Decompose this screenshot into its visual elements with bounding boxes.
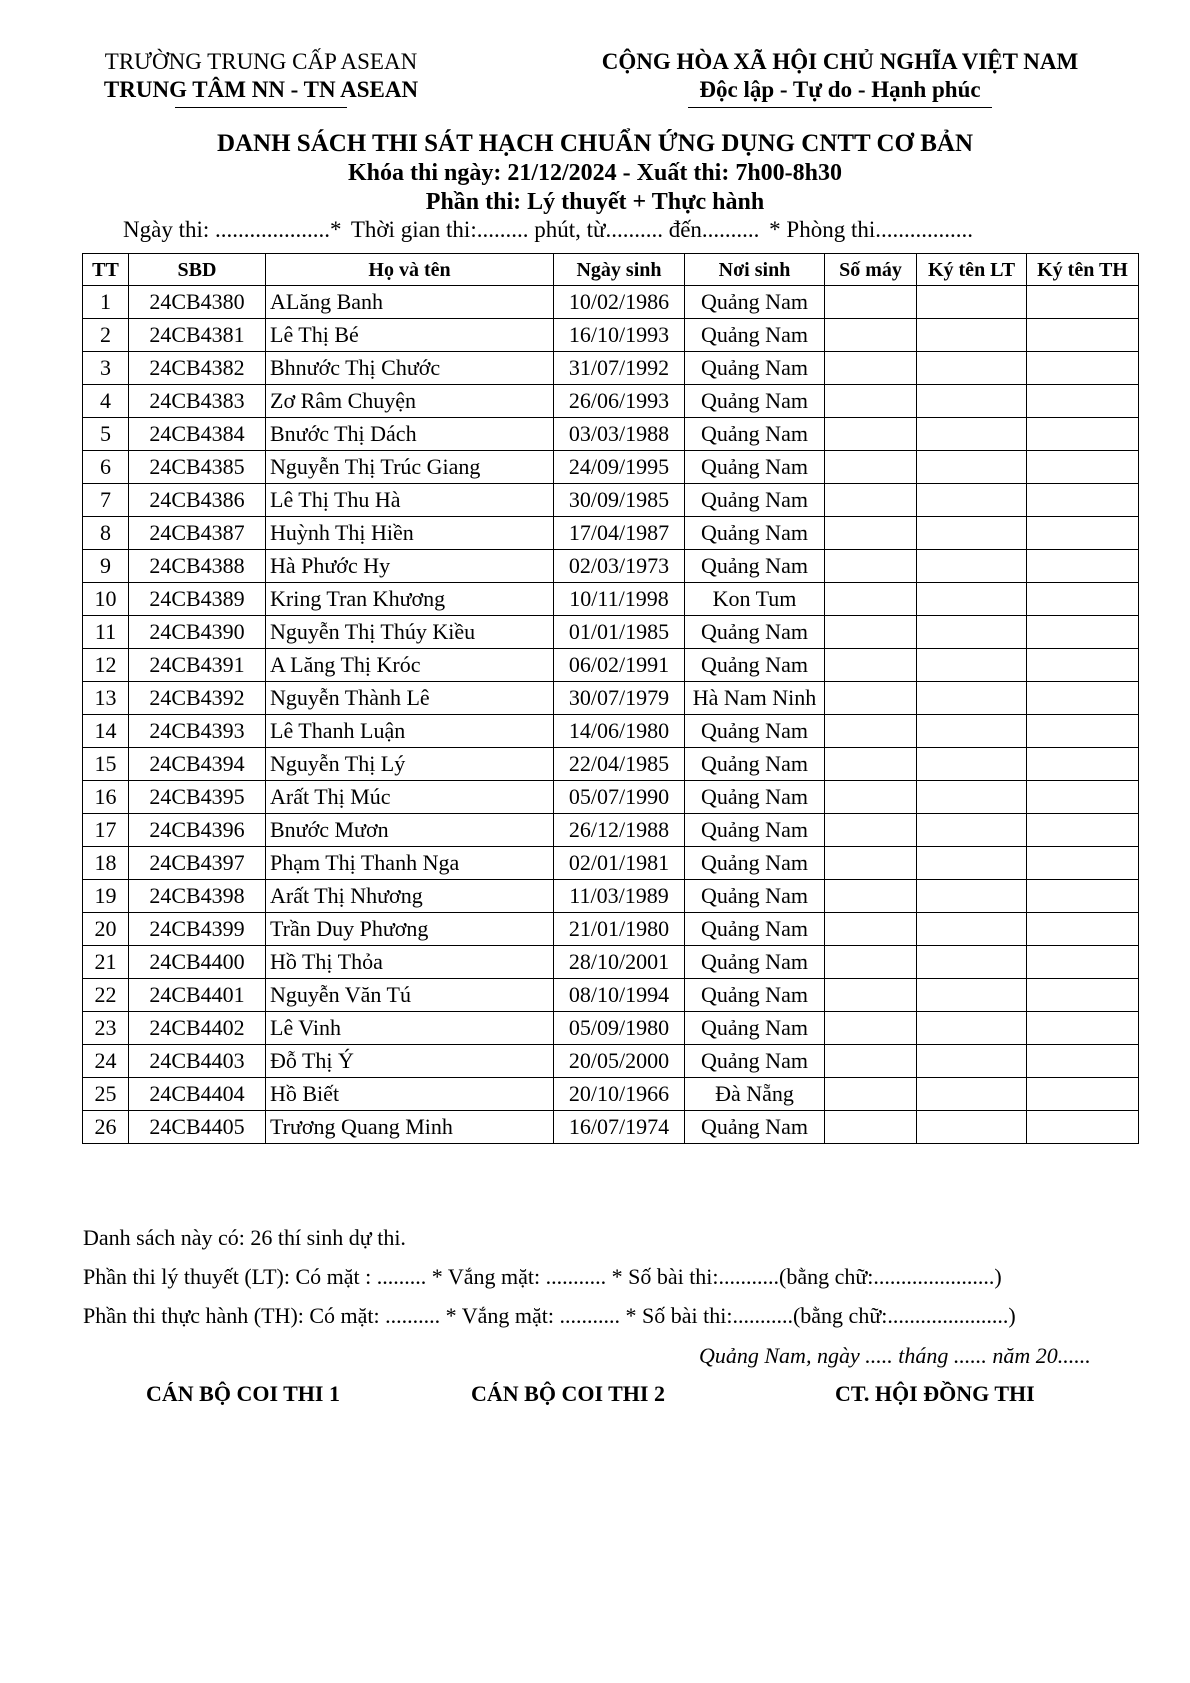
row-machine-cell (825, 847, 917, 880)
row-name: Lê Thị Thu Hà (266, 484, 554, 517)
school-underline (175, 107, 347, 108)
row-sbd: 24CB4402 (129, 1012, 266, 1045)
row-name: Kring Tran Khương (266, 583, 554, 616)
nation-header (570, 48, 1110, 108)
exam-part: Phần thi: Lý thuyết + Thực hành (425, 189, 765, 215)
row-sbd: 24CB4392 (129, 682, 266, 715)
row-tt: 6 (83, 451, 129, 484)
row-name: Lê Vinh (266, 1012, 554, 1045)
exam-info-line (123, 217, 977, 243)
row-pob: Quảng Nam (685, 715, 825, 748)
row-dob: 17/04/1987 (554, 517, 685, 550)
row-machine-cell (825, 814, 917, 847)
row-pob: Quảng Nam (685, 946, 825, 979)
row-tt: 4 (83, 385, 129, 418)
row-tt: 21 (83, 946, 129, 979)
row-sign-th-cell (1027, 913, 1139, 946)
table-row (83, 781, 1139, 814)
row-dob: 26/12/1988 (554, 814, 685, 847)
row-pob: Quảng Nam (685, 1045, 825, 1078)
exam-room-field: * Phòng thi................. (769, 217, 973, 242)
table-row (83, 1045, 1139, 1078)
candidate-table (82, 253, 1139, 1144)
row-tt: 14 (83, 715, 129, 748)
row-sign-lt-cell (917, 517, 1027, 550)
row-dob: 20/10/1966 (554, 1078, 685, 1111)
row-name: Hà Phước Hy (266, 550, 554, 583)
row-sbd: 24CB4381 (129, 319, 266, 352)
row-sign-lt-cell (917, 319, 1027, 352)
row-machine-cell (825, 286, 917, 319)
row-sign-lt-cell (917, 1045, 1027, 1078)
row-tt: 19 (83, 880, 129, 913)
row-name: Bhnước Thị Chước (266, 352, 554, 385)
row-pob: Quảng Nam (685, 814, 825, 847)
row-machine-cell (825, 748, 917, 781)
row-pob: Quảng Nam (685, 649, 825, 682)
row-pob: Quảng Nam (685, 385, 825, 418)
row-name: Nguyễn Thị Trúc Giang (266, 451, 554, 484)
row-sign-lt-cell (917, 418, 1027, 451)
row-tt: 20 (83, 913, 129, 946)
col-header-sign-th: Ký tên TH (1027, 254, 1139, 286)
row-sign-lt-cell (917, 1012, 1027, 1045)
row-pob: Quảng Nam (685, 352, 825, 385)
row-sbd: 24CB4389 (129, 583, 266, 616)
row-sbd: 24CB4382 (129, 352, 266, 385)
row-sign-lt-cell (917, 649, 1027, 682)
row-pob: Quảng Nam (685, 517, 825, 550)
row-machine-cell (825, 781, 917, 814)
row-name: Nguyễn Thị Lý (266, 748, 554, 781)
col-header-tt: TT (83, 254, 129, 286)
table-row (83, 1111, 1139, 1144)
row-sign-lt-cell (917, 286, 1027, 319)
table-row (83, 715, 1139, 748)
row-name: Đỗ Thị Ý (266, 1045, 554, 1078)
row-machine-cell (825, 385, 917, 418)
row-machine-cell (825, 1111, 917, 1144)
row-sign-lt-cell (917, 748, 1027, 781)
candidate-count: Danh sách này có: 26 thí sinh dự thi. (83, 1225, 406, 1250)
row-sign-lt-cell (917, 484, 1027, 517)
row-pob: Quảng Nam (685, 1111, 825, 1144)
row-sign-th-cell (1027, 880, 1139, 913)
place-date-line: Quảng Nam, ngày ..... tháng ...... năm 20...... (699, 1343, 1091, 1368)
row-name: Lê Thị Bé (266, 319, 554, 352)
col-header-machine: Số máy (825, 254, 917, 286)
row-tt: 18 (83, 847, 129, 880)
row-sbd: 24CB4394 (129, 748, 266, 781)
exam-session: Khóa thi ngày: 21/12/2024 - Xuất thi: 7h00-8h30 (347, 160, 843, 186)
proctor-2-signature-label: CÁN BỘ COI THI 2 (471, 1381, 665, 1406)
row-sign-th-cell (1027, 418, 1139, 451)
table-row (83, 418, 1139, 451)
row-pob: Quảng Nam (685, 418, 825, 451)
row-name: Huỳnh Thị Hiền (266, 517, 554, 550)
row-sbd: 24CB4390 (129, 616, 266, 649)
row-tt: 1 (83, 286, 129, 319)
row-pob: Đà Nẵng (685, 1078, 825, 1111)
row-tt: 12 (83, 649, 129, 682)
row-sign-th-cell (1027, 715, 1139, 748)
row-name: Hồ Thị Thỏa (266, 946, 554, 979)
table-row (83, 583, 1139, 616)
row-sbd: 24CB4395 (129, 781, 266, 814)
row-pob: Quảng Nam (685, 616, 825, 649)
exam-duration-field: Thời gian thi:......... phút, từ.......... đến.......... (350, 217, 760, 242)
row-sbd: 24CB4396 (129, 814, 266, 847)
col-header-sbd: SBD (129, 254, 266, 286)
row-dob: 10/02/1986 (554, 286, 685, 319)
row-sign-lt-cell (917, 814, 1027, 847)
row-machine-cell (825, 517, 917, 550)
row-dob: 03/03/1988 (554, 418, 685, 451)
row-sbd: 24CB4388 (129, 550, 266, 583)
row-name: Arất Thị Nhương (266, 880, 554, 913)
row-machine-cell (825, 484, 917, 517)
row-dob: 20/05/2000 (554, 1045, 685, 1078)
row-sign-th-cell (1027, 1012, 1139, 1045)
row-sbd: 24CB4399 (129, 913, 266, 946)
council-signature-label: CT. HỘI ĐỒNG THI (835, 1381, 1035, 1406)
row-name: A Lăng Thị Króc (266, 649, 554, 682)
row-pob: Quảng Nam (685, 1012, 825, 1045)
row-machine-cell (825, 616, 917, 649)
row-machine-cell (825, 418, 917, 451)
center-name: TRUNG TÂM NN - TN ASEAN (103, 77, 419, 102)
col-header-name: Họ và tên (266, 254, 554, 286)
row-sign-lt-cell (917, 781, 1027, 814)
row-dob: 10/11/1998 (554, 583, 685, 616)
row-dob: 22/04/1985 (554, 748, 685, 781)
row-name: Nguyễn Thị Thúy Kiều (266, 616, 554, 649)
row-dob: 01/01/1985 (554, 616, 685, 649)
row-dob: 02/03/1973 (554, 550, 685, 583)
row-sign-lt-cell (917, 979, 1027, 1012)
row-dob: 28/10/2001 (554, 946, 685, 979)
row-dob: 30/07/1979 (554, 682, 685, 715)
row-name: Phạm Thị Thanh Nga (266, 847, 554, 880)
row-tt: 5 (83, 418, 129, 451)
row-dob: 14/06/1980 (554, 715, 685, 748)
row-pob: Quảng Nam (685, 847, 825, 880)
row-name: Lê Thanh Luận (266, 715, 554, 748)
col-header-pob: Nơi sinh (685, 254, 825, 286)
row-machine-cell (825, 979, 917, 1012)
row-sign-lt-cell (917, 451, 1027, 484)
row-tt: 7 (83, 484, 129, 517)
row-sign-lt-cell (917, 385, 1027, 418)
row-tt: 3 (83, 352, 129, 385)
row-tt: 15 (83, 748, 129, 781)
row-name: Arất Thị Múc (266, 781, 554, 814)
row-tt: 11 (83, 616, 129, 649)
row-sign-lt-cell (917, 682, 1027, 715)
row-machine-cell (825, 880, 917, 913)
row-sign-th-cell (1027, 451, 1139, 484)
row-sbd: 24CB4404 (129, 1078, 266, 1111)
row-tt: 16 (83, 781, 129, 814)
row-sign-th-cell (1027, 814, 1139, 847)
document-title: DANH SÁCH THI SÁT HẠCH CHUẨN ỨNG DỤNG CNTT CƠ BẢN (216, 130, 974, 157)
row-name: Hồ Biết (266, 1078, 554, 1111)
row-sign-lt-cell (917, 715, 1027, 748)
row-sbd: 24CB4383 (129, 385, 266, 418)
row-sign-th-cell (1027, 1078, 1139, 1111)
row-name: Trương Quang Minh (266, 1111, 554, 1144)
row-sign-lt-cell (917, 880, 1027, 913)
table-row (83, 880, 1139, 913)
row-sign-th-cell (1027, 583, 1139, 616)
row-machine-cell (825, 1045, 917, 1078)
row-sbd: 24CB4403 (129, 1045, 266, 1078)
row-sign-th-cell (1027, 748, 1139, 781)
row-name: Bnước Mươn (266, 814, 554, 847)
row-machine-cell (825, 946, 917, 979)
row-pob: Quảng Nam (685, 484, 825, 517)
table-row (83, 286, 1139, 319)
row-sign-th-cell (1027, 352, 1139, 385)
table-row (83, 946, 1139, 979)
row-name: Bnước Thị Dách (266, 418, 554, 451)
row-tt: 23 (83, 1012, 129, 1045)
row-sign-th-cell (1027, 649, 1139, 682)
row-dob: 26/06/1993 (554, 385, 685, 418)
row-machine-cell (825, 583, 917, 616)
row-sbd: 24CB4405 (129, 1111, 266, 1144)
row-tt: 10 (83, 583, 129, 616)
row-sign-th-cell (1027, 979, 1139, 1012)
row-sign-th-cell (1027, 1111, 1139, 1144)
row-sbd: 24CB4387 (129, 517, 266, 550)
row-dob: 06/02/1991 (554, 649, 685, 682)
row-name: Trần Duy Phương (266, 913, 554, 946)
table-row (83, 814, 1139, 847)
row-sign-lt-cell (917, 946, 1027, 979)
row-pob: Kon Tum (685, 583, 825, 616)
practice-attendance-line: Phần thi thực hành (TH): Có mặt: .......... * Vắng mặt: ........... * Số bài thi:...........(bằng chữ:......................) (83, 1303, 1016, 1328)
table-row (83, 913, 1139, 946)
row-dob: 21/01/1980 (554, 913, 685, 946)
row-name: Nguyễn Thành Lê (266, 682, 554, 715)
row-dob: 05/09/1980 (554, 1012, 685, 1045)
row-pob: Quảng Nam (685, 286, 825, 319)
row-machine-cell (825, 913, 917, 946)
school-header (96, 48, 426, 108)
motto-underline (688, 107, 992, 108)
row-name: ALăng Banh (266, 286, 554, 319)
row-machine-cell (825, 352, 917, 385)
table-row (83, 484, 1139, 517)
row-tt: 13 (83, 682, 129, 715)
table-row (83, 517, 1139, 550)
row-sbd: 24CB4384 (129, 418, 266, 451)
row-machine-cell (825, 1012, 917, 1045)
table-row (83, 682, 1139, 715)
row-sbd: 24CB4393 (129, 715, 266, 748)
row-sbd: 24CB4398 (129, 880, 266, 913)
table-row (83, 979, 1139, 1012)
row-sign-th-cell (1027, 781, 1139, 814)
row-machine-cell (825, 1078, 917, 1111)
row-sign-lt-cell (917, 1111, 1027, 1144)
nation-motto: Độc lập - Tự do - Hạnh phúc (699, 77, 981, 102)
col-header-sign-lt: Ký tên LT (917, 254, 1027, 286)
row-sign-th-cell (1027, 1045, 1139, 1078)
row-pob: Quảng Nam (685, 451, 825, 484)
proctor-1-signature-label: CÁN BỘ COI THI 1 (146, 1381, 340, 1406)
row-name: Zơ Râm Chuyện (266, 385, 554, 418)
row-sbd: 24CB4386 (129, 484, 266, 517)
nation-name: CỘNG HÒA XÃ HỘI CHỦ NGHĨA VIỆT NAM (601, 49, 1079, 74)
row-tt: 22 (83, 979, 129, 1012)
row-sign-th-cell (1027, 550, 1139, 583)
row-tt: 9 (83, 550, 129, 583)
row-dob: 31/07/1992 (554, 352, 685, 385)
row-dob: 11/03/1989 (554, 880, 685, 913)
row-pob: Quảng Nam (685, 979, 825, 1012)
row-sign-th-cell (1027, 616, 1139, 649)
row-sbd: 24CB4400 (129, 946, 266, 979)
row-pob: Quảng Nam (685, 550, 825, 583)
row-sign-th-cell (1027, 682, 1139, 715)
row-sbd: 24CB4397 (129, 847, 266, 880)
table-row (83, 319, 1139, 352)
exam-date-field: Ngày thi: ....................* (123, 217, 342, 242)
row-sign-lt-cell (917, 616, 1027, 649)
table-row (83, 385, 1139, 418)
row-sbd: 24CB4391 (129, 649, 266, 682)
table-row (83, 847, 1139, 880)
row-pob: Quảng Nam (685, 748, 825, 781)
row-machine-cell (825, 451, 917, 484)
theory-attendance-line: Phần thi lý thuyết (LT): Có mặt : ......... * Vắng mặt: ........... * Số bài thi:...........(bằng chữ:......................) (83, 1264, 1002, 1289)
row-pob: Quảng Nam (685, 880, 825, 913)
row-machine-cell (825, 715, 917, 748)
row-pob: Quảng Nam (685, 319, 825, 352)
row-sign-th-cell (1027, 946, 1139, 979)
row-sbd: 24CB4401 (129, 979, 266, 1012)
row-dob: 24/09/1995 (554, 451, 685, 484)
row-pob: Quảng Nam (685, 781, 825, 814)
row-pob: Hà Nam Ninh (685, 682, 825, 715)
row-sbd: 24CB4380 (129, 286, 266, 319)
row-tt: 25 (83, 1078, 129, 1111)
row-machine-cell (825, 319, 917, 352)
table-row (83, 451, 1139, 484)
school-name: TRƯỜNG TRUNG CẤP ASEAN (104, 49, 418, 74)
table-row (83, 550, 1139, 583)
table-row (83, 1012, 1139, 1045)
row-tt: 26 (83, 1111, 129, 1144)
table-row (83, 649, 1139, 682)
row-sign-th-cell (1027, 484, 1139, 517)
row-dob: 08/10/1994 (554, 979, 685, 1012)
col-header-dob: Ngày sinh (554, 254, 685, 286)
table-header-row (83, 254, 1139, 286)
row-sign-lt-cell (917, 1078, 1027, 1111)
row-machine-cell (825, 682, 917, 715)
row-pob: Quảng Nam (685, 913, 825, 946)
row-name: Nguyễn Văn Tú (266, 979, 554, 1012)
row-sign-lt-cell (917, 550, 1027, 583)
row-tt: 17 (83, 814, 129, 847)
table-row (83, 1078, 1139, 1111)
row-sign-th-cell (1027, 517, 1139, 550)
table-row (83, 352, 1139, 385)
row-machine-cell (825, 550, 917, 583)
row-dob: 02/01/1981 (554, 847, 685, 880)
table-row (83, 616, 1139, 649)
row-dob: 05/07/1990 (554, 781, 685, 814)
row-tt: 2 (83, 319, 129, 352)
row-dob: 16/07/1974 (554, 1111, 685, 1144)
row-sign-th-cell (1027, 286, 1139, 319)
row-sign-lt-cell (917, 847, 1027, 880)
row-dob: 16/10/1993 (554, 319, 685, 352)
row-sign-th-cell (1027, 319, 1139, 352)
row-sbd: 24CB4385 (129, 451, 266, 484)
table-row (83, 748, 1139, 781)
row-sign-th-cell (1027, 847, 1139, 880)
row-tt: 8 (83, 517, 129, 550)
row-tt: 24 (83, 1045, 129, 1078)
row-sign-lt-cell (917, 913, 1027, 946)
row-sign-lt-cell (917, 352, 1027, 385)
row-dob: 30/09/1985 (554, 484, 685, 517)
row-machine-cell (825, 649, 917, 682)
row-sign-th-cell (1027, 385, 1139, 418)
row-sign-lt-cell (917, 583, 1027, 616)
